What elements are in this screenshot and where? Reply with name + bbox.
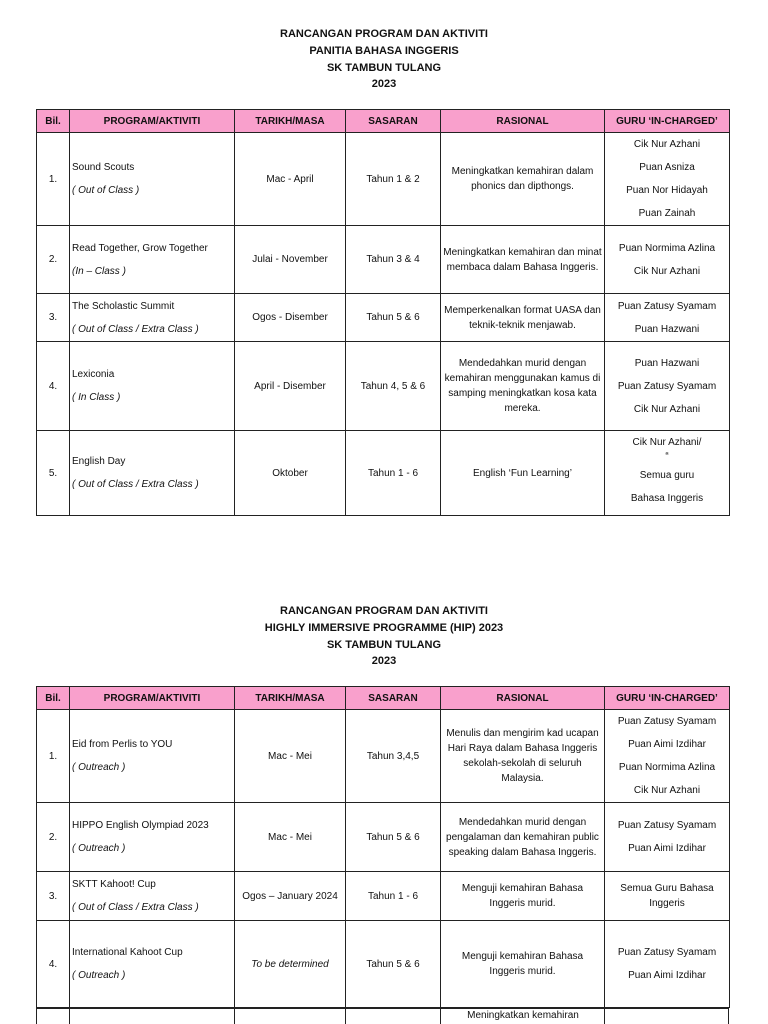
program-category: ( In Class ): [72, 392, 121, 403]
program-name: International Kahoot Cup: [72, 947, 183, 958]
teacher-name: Puan Zatusy Syamam: [617, 300, 717, 312]
program-cell: [70, 710, 235, 803]
target-cell: Tahun 1 - 6: [346, 872, 441, 921]
date-cell: Mac - Mei: [235, 803, 346, 872]
rationale-cell: Memperkenalkan format UASA dan teknik-teknik menjawab.: [441, 294, 605, 342]
target-cell: Tahun 5 & 6: [346, 921, 441, 1008]
program-name: The Scholastic Summit: [72, 300, 175, 312]
program-cell: [70, 803, 235, 872]
teacher-cell: [605, 226, 730, 294]
table-header-row: [37, 687, 730, 710]
table-row: [37, 342, 730, 431]
teacher-name: Puan Aimi Izdihar: [628, 970, 706, 981]
teacher-name: “: [665, 451, 669, 462]
heading-line: PANITIA BAHASA INGGERIS: [309, 44, 459, 57]
table-header-row: [37, 110, 730, 133]
heading-line: RANCANGAN PROGRAM DAN AKTIVITI: [280, 28, 488, 40]
partial-rationale-text: Meningkatkan kemahiran: [467, 1010, 579, 1021]
column-divider: [728, 1008, 729, 1024]
program-cell: [70, 872, 235, 921]
table-row: [37, 803, 730, 872]
column-header: PROGRAM/AKTIVITI: [70, 687, 235, 710]
teacher-name: Puan Zatusy Syamam: [617, 820, 717, 831]
column-divider: [36, 1008, 37, 1024]
program-category: ( Outreach ): [72, 843, 126, 854]
target-cell: Tahun 3,4,5: [346, 710, 441, 803]
heading-line: SK TAMBUN TULANG: [326, 638, 442, 651]
program-cell: [70, 431, 235, 516]
row-number: 3.: [37, 294, 70, 342]
teacher-name: Puan Hazwani: [634, 357, 700, 369]
teacher-name: Cik Nur Azhani: [633, 785, 701, 796]
table-row: [37, 921, 730, 1008]
program-cell: [70, 294, 235, 342]
target-cell: Tahun 1 & 2: [346, 133, 441, 226]
program-cell: [70, 226, 235, 294]
teacher-name: Cik Nur Azhani: [633, 265, 701, 277]
target-cell: Tahun 1 - 6: [346, 431, 441, 516]
teacher-name: Cik Nur Azhani/: [632, 437, 702, 448]
teacher-name: Puan Aimi Izdihar: [628, 739, 706, 750]
row-number: 4.: [37, 342, 70, 431]
program-name: HIPPO English Olympiad 2023: [72, 820, 209, 831]
teacher-name: Puan Nor Hidayah: [626, 185, 708, 196]
rationale-cell: Menguji kemahiran Bahasa Inggeris murid.: [441, 872, 605, 921]
program-category: ( Out of Class / Extra Class ): [72, 479, 199, 490]
program-cell: [70, 342, 235, 431]
row-number: 2.: [37, 226, 70, 294]
section1-heading: [0, 26, 768, 93]
teacher-name: Cik Nur Azhani: [633, 139, 701, 150]
rationale-cell: Menguji kemahiran Bahasa Inggeris murid.: [441, 921, 605, 1008]
rationale-cell: Meningkatkan kemahiran dan minat membaca dalam Bahasa Inggeris.: [441, 226, 605, 294]
table-row: [37, 226, 730, 294]
table-row: [37, 710, 730, 803]
column-divider: [69, 1008, 70, 1024]
rationale-cell: Mendedahkan murid dengan pengalaman dan kemahiran public speaking dalam Bahasa Inggeris.: [441, 803, 605, 872]
column-divider: [345, 1008, 346, 1024]
column-header: SASARAN: [346, 110, 441, 133]
teacher-cell: Semua Guru Bahasa Inggeris: [605, 872, 730, 921]
rationale-cell: Menulis dan mengirim kad ucapan Hari Raya dalam Bahasa Inggeris sekolah-sekolah di seluruh Malaysia.: [441, 710, 605, 803]
column-header: TARIKH/MASA: [235, 110, 346, 133]
rationale-cell: English ‘Fun Learning’: [441, 431, 605, 516]
target-cell: Tahun 4, 5 & 6: [346, 342, 441, 431]
teacher-cell: [605, 294, 730, 342]
column-header: GURU ‘IN-CHARGED’: [605, 110, 730, 133]
teacher-name: Puan Normima Azlina: [618, 242, 716, 254]
column-header: Bil.: [37, 110, 70, 133]
column-header: PROGRAM/AKTIVITI: [70, 110, 235, 133]
table-row: [37, 872, 730, 921]
column-header: GURU ‘IN-CHARGED’: [605, 687, 730, 710]
column-header: RASIONAL: [441, 110, 605, 133]
program-category: (In – Class ): [72, 265, 126, 277]
program-category: ( Out of Class / Extra Class ): [72, 902, 199, 913]
teacher-cell: [605, 710, 730, 803]
teacher-cell: [605, 803, 730, 872]
heading-line: HIGHLY IMMERSIVE PROGRAMME (HIP) 2023: [264, 621, 504, 634]
date-cell: Oktober: [235, 431, 346, 516]
teacher-name: Semua guru: [639, 470, 695, 481]
teacher-name: Puan Zatusy Syamam: [617, 380, 717, 392]
rationale-cell: Mendedahkan murid dengan kemahiran menggunakan kamus di samping meningkatkan kosa kata mereka.: [441, 342, 605, 431]
teacher-name: Puan Normima Azlina: [618, 762, 716, 773]
teacher-cell: [605, 431, 730, 516]
date-cell: Julai - November: [235, 226, 346, 294]
date-cell: Mac - April: [235, 133, 346, 226]
date-cell: Ogos – January 2024: [235, 872, 346, 921]
date-cell: Mac - Mei: [235, 710, 346, 803]
program-cell: [70, 921, 235, 1008]
rationale-cell: Meningkatkan kemahiran dalam phonics dan dipthongs.: [441, 133, 605, 226]
column-divider: [604, 1008, 605, 1024]
row-number: 3.: [37, 872, 70, 921]
heading-line: 2023: [371, 655, 397, 668]
teacher-name: Puan Aimi Izdihar: [628, 843, 706, 854]
row-number: 1.: [37, 710, 70, 803]
row-border: [36, 1008, 729, 1009]
table-row: [37, 431, 730, 516]
heading-line: 2023: [371, 78, 397, 91]
program-cell: [70, 133, 235, 226]
program-name: Eid from Perlis to YOU: [72, 739, 173, 750]
teacher-name: Puan Zainah: [638, 208, 696, 219]
row-number: 1.: [37, 133, 70, 226]
program-category: ( Out of Class ): [72, 185, 140, 196]
teacher-name: Puan Zatusy Syamam: [617, 716, 717, 727]
target-cell: Tahun 5 & 6: [346, 294, 441, 342]
teacher-name: Puan Asniza: [639, 162, 695, 173]
program-name: SKTT Kahoot! Cup: [72, 879, 156, 890]
column-header: SASARAN: [346, 687, 441, 710]
teacher-cell: [605, 921, 730, 1008]
table-row: [37, 294, 730, 342]
section2-heading: [0, 603, 768, 670]
column-header: Bil.: [37, 687, 70, 710]
program-name: Read Together, Grow Together: [72, 242, 208, 254]
column-divider: [440, 1008, 441, 1024]
partial-table-row: [36, 1008, 729, 1024]
date-cell: Ogos - Disember: [235, 294, 346, 342]
target-cell: Tahun 5 & 6: [346, 803, 441, 872]
program-name: Lexiconia: [72, 369, 115, 380]
date-cell: April - Disember: [235, 342, 346, 431]
heading-line: RANCANGAN PROGRAM DAN AKTIVITI: [280, 605, 488, 617]
section2-table: [36, 686, 730, 1008]
teacher-name: Puan Hazwani: [634, 323, 700, 335]
column-header: TARIKH/MASA: [235, 687, 346, 710]
program-name: English Day: [72, 456, 126, 467]
teacher-cell: [605, 342, 730, 431]
teacher-cell: [605, 133, 730, 226]
program-category: ( Out of Class / Extra Class ): [72, 323, 199, 335]
row-number: 2.: [37, 803, 70, 872]
table-row: [37, 133, 730, 226]
date-cell: To be determined: [235, 921, 346, 1008]
teacher-name: Puan Zatusy Syamam: [617, 947, 717, 958]
column-header: RASIONAL: [441, 687, 605, 710]
heading-line: SK TAMBUN TULANG: [326, 61, 442, 74]
program-category: ( Outreach ): [72, 762, 126, 773]
column-divider: [234, 1008, 235, 1024]
target-cell: Tahun 3 & 4: [346, 226, 441, 294]
teacher-name: Bahasa Inggeris: [630, 493, 704, 504]
program-category: ( Outreach ): [72, 970, 126, 981]
section1-table: [36, 109, 730, 516]
program-name: Sound Scouts: [72, 162, 135, 173]
teacher-name: Cik Nur Azhani: [633, 403, 701, 415]
row-number: 5.: [37, 431, 70, 516]
row-number: 4.: [37, 921, 70, 1008]
